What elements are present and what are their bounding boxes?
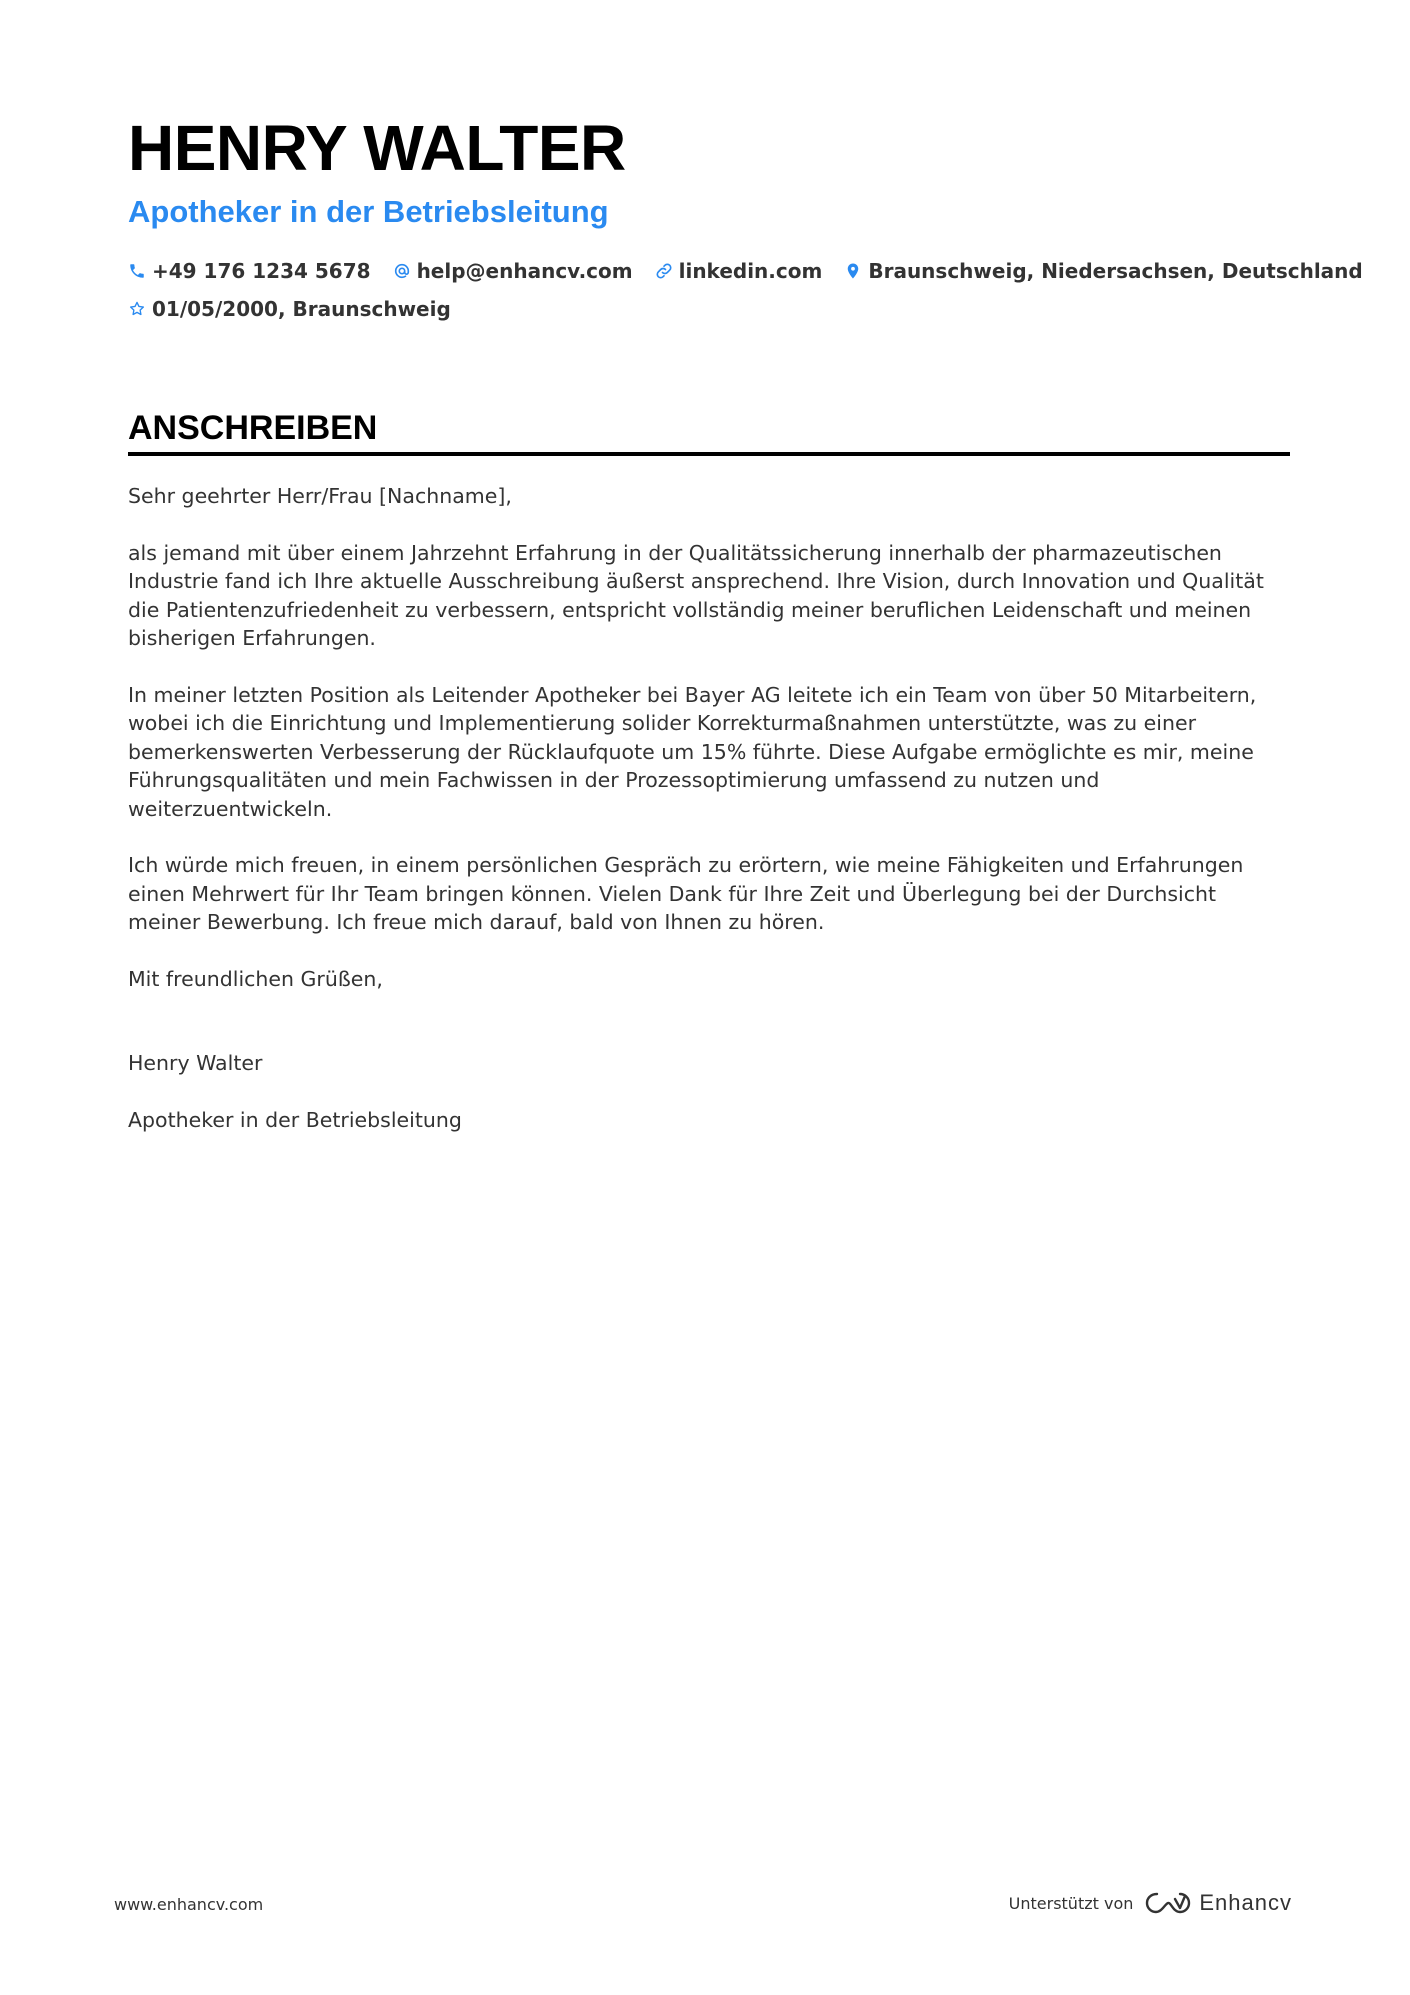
cover-letter-section [128,408,1290,1134]
powered-by-text: Unterstützt von [1008,1893,1134,1913]
contact-phone [128,259,371,283]
linkedin-text[interactable]: linkedin.com [678,259,823,283]
letter-closing: Mit freundlichen Grüßen, [128,966,383,991]
letter-paragraph-2: In meiner letzten Position als Leitender Apotheker bei Bayer AG leitete ich ein Team von über 50 Mitarbeitern, wobei ich die Einrichtung und Implementierung solider Korrekturmaßnahmen unterstützte, was zu einer bemerkenswerten Verbesserung der Rücklaufquote um 15% führte. Diese Aufgabe ermöglichte es mir, meine Führungsqualitäten und mein Fachwissen in der Prozessoptimierung umfassend zu nutzen und weiterzuentwickeln. [128,682,1257,821]
contact-email[interactable] [393,259,633,283]
contact-location [844,259,1362,283]
signature-name: Henry Walter [128,1051,263,1075]
star-icon [128,300,146,318]
candidate-title: Apotheker in der Betriebsleitung [128,194,609,229]
contact-birth [128,297,451,321]
letter-greeting: Sehr geehrter Herr/Frau [Nachname], [128,484,512,508]
contact-linkedin[interactable] [655,259,823,283]
letter-body [128,482,1290,1134]
brand-name: Enhancv [1199,1890,1292,1915]
email-text[interactable]: help@enhancv.com [416,259,633,283]
section-title: ANSCHREIBEN [128,408,1290,456]
birth-text: 01/05/2000, Braunschweig [152,297,451,321]
location-text: Braunschweig, Niedersachsen, Deutschland [868,259,1363,283]
phone-text: +49 176 1234 5678 [152,259,371,283]
brand-logo[interactable] [1145,1890,1292,1916]
link-icon [655,262,673,280]
candidate-name: HENRY WALTER [128,112,626,184]
letter-paragraph-1: als jemand mit über einem Jahrzehnt Erfahrung in der Qualitätssicherung innerhalb der pharmazeutischen Industrie fand ich Ihre aktuelle Ausschreibung äußerst ansprechend. Ihre Vision, durch Innovation und Qualität die Patientenzufriedenheit zu verbessern, entspricht vollständig meiner beruflichen Leidenschaft und meinen bisherigen Erfahrungen. [128,540,1264,650]
phone-icon [128,262,146,280]
contact-row-1 [128,252,1363,290]
footer-website[interactable]: www.enhancv.com [114,1895,264,1914]
cover-letter-page [128,112,1363,1162]
footer-powered-by[interactable] [1009,1890,1292,1916]
location-pin-icon [844,262,862,280]
at-icon [393,262,411,280]
contact-info [128,252,1363,328]
contact-row-2 [128,290,1290,328]
enhancv-logo-icon [1145,1890,1191,1916]
letter-paragraph-3: Ich würde mich freuen, in einem persönlichen Gespräch zu erörtern, wie meine Fähigkeiten und Erfahrungen einen Mehrwert für Ihr Team bringen können. Vielen Dank für Ihre Zeit und Überlegung bei der Durchsicht meiner Bewerbung. Ich freue mich darauf, bald von Ihnen zu hören. [128,853,1244,934]
signature-title: Apotheker in der Betriebsleitung [128,1107,462,1132]
